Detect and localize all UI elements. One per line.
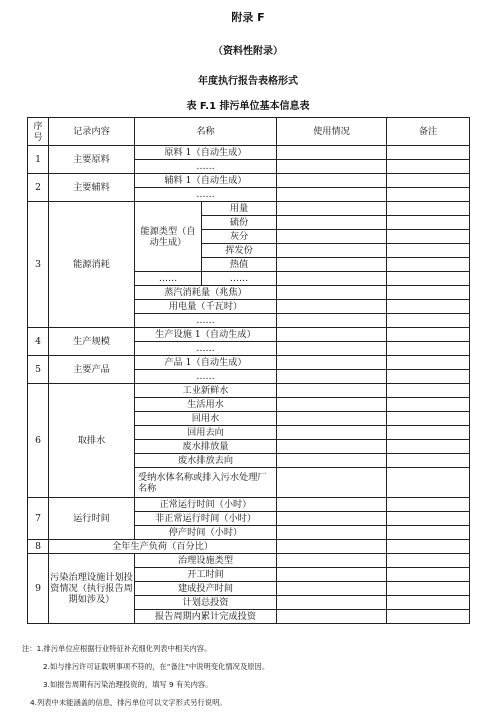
row-number: 6 <box>28 384 49 498</box>
usage-cell <box>277 596 387 610</box>
remark-cell <box>387 328 470 342</box>
remark-cell <box>387 314 470 328</box>
remark-cell <box>387 468 470 498</box>
row-content: 主要原料 <box>49 146 135 174</box>
name-cell: 计划总投资 <box>135 596 277 610</box>
table-row <box>28 540 470 554</box>
table-row <box>28 174 470 188</box>
row-number: 1 <box>28 146 49 174</box>
name-cell: …… <box>135 160 277 174</box>
usage-cell <box>277 286 387 300</box>
name-cell: 报告周期内累计完成投资 <box>135 610 277 624</box>
name-cell: 停产时间（小时） <box>135 526 277 540</box>
name-cell: 用电量（千瓦时） <box>135 300 277 314</box>
name-cell: 建成投产时间 <box>135 582 277 596</box>
remark-cell <box>387 188 470 202</box>
appendix-nature: （资料性附录） <box>213 46 283 57</box>
usage-cell <box>277 454 387 468</box>
name-cell: 工业新鲜水 <box>135 384 277 398</box>
energy-item-cell: 硫份 <box>202 216 277 230</box>
remark-cell <box>387 258 470 272</box>
table-row <box>28 202 470 216</box>
remark-cell <box>387 370 470 384</box>
usage-cell <box>277 202 387 216</box>
name-cell: 废水排放去向 <box>135 454 277 468</box>
usage-cell <box>277 568 387 582</box>
usage-cell <box>277 554 387 568</box>
name-cell: 原料 1（自动生成） <box>135 146 277 160</box>
table-header-row <box>28 118 470 146</box>
usage-cell <box>277 582 387 596</box>
energy-item-cell: 挥发份 <box>202 244 277 258</box>
usage-cell <box>277 610 387 624</box>
remark-cell <box>387 582 470 596</box>
remark-cell <box>387 244 470 258</box>
row-number: 8 <box>28 540 49 554</box>
remark-cell <box>387 356 470 370</box>
usage-cell <box>277 244 387 258</box>
usage-cell <box>277 440 387 454</box>
name-cell: 辅料 1（自动生成） <box>135 174 277 188</box>
usage-cell <box>277 258 387 272</box>
table-row <box>28 554 470 568</box>
usage-cell <box>277 468 387 498</box>
name-cell: …… <box>135 272 202 286</box>
note-4: 4.列表中未能涵盖的信息，排污单位可以文字形式另行说明。 <box>30 698 227 707</box>
table-row <box>28 356 470 370</box>
remark-cell <box>387 398 470 412</box>
energy-item-cell: 灰分 <box>202 230 277 244</box>
remark-cell <box>387 216 470 230</box>
remark-cell <box>387 272 470 286</box>
row-number: 9 <box>28 554 49 624</box>
name-cell: 治理设施类型 <box>135 554 277 568</box>
note-3: 3.如报告周期有污染治理投资的，填写 9 有关内容。 <box>43 680 213 689</box>
table-row <box>28 146 470 160</box>
table-row <box>28 498 470 512</box>
usage-cell <box>277 328 387 342</box>
row-number: 4 <box>28 328 49 356</box>
usage-cell <box>277 498 387 512</box>
usage-cell <box>277 412 387 426</box>
name-cell: 蒸汽消耗量（兆焦） <box>135 286 277 300</box>
row-content: 污染治理设施计划投资情况（执行报告周期如涉及） <box>49 554 135 624</box>
table-caption: 表 F.1 排污单位基本信息表 <box>186 101 310 112</box>
name-cell: …… <box>135 370 277 384</box>
row-content: 主要产品 <box>49 356 135 384</box>
usage-cell <box>277 174 387 188</box>
row-content: 取排水 <box>49 384 135 498</box>
row-number: 5 <box>28 356 49 384</box>
row-content: 主要辅料 <box>49 174 135 202</box>
name-cell: …… <box>135 314 277 328</box>
name-cell: 正常运行时间（小时） <box>135 498 277 512</box>
name-cell: 回用去向 <box>135 426 277 440</box>
usage-cell <box>277 188 387 202</box>
remark-cell <box>387 384 470 398</box>
usage-cell <box>277 272 387 286</box>
energy-item-cell: 用量 <box>202 202 277 216</box>
name-cell: 开工时间 <box>135 568 277 582</box>
row-number: 7 <box>28 498 49 540</box>
usage-cell <box>277 160 387 174</box>
name-cell: 生产设施 1（自动生成） <box>135 328 277 342</box>
name-cell: 受纳水体名称或排入污水处理厂名称 <box>135 468 277 498</box>
remark-cell <box>387 300 470 314</box>
usage-cell <box>277 384 387 398</box>
table-row <box>28 384 470 398</box>
name-cell: 回用水 <box>135 412 277 426</box>
remark-cell <box>387 160 470 174</box>
energy-type-cell: 能源类型（自动生成） <box>135 202 202 272</box>
name-cell: …… <box>135 342 277 356</box>
row-number: 3 <box>28 202 49 328</box>
remark-cell <box>387 512 470 526</box>
remark-cell <box>387 568 470 582</box>
row-content: 生产规模 <box>49 328 135 356</box>
usage-cell <box>277 146 387 160</box>
remark-cell <box>387 286 470 300</box>
col-content-header: 记录内容 <box>49 118 135 146</box>
basic-info-table <box>27 117 470 624</box>
row-number: 2 <box>28 174 49 202</box>
col-seq-header: 序号 <box>28 118 49 146</box>
usage-cell <box>277 300 387 314</box>
remark-cell <box>387 146 470 160</box>
usage-cell <box>277 314 387 328</box>
usage-cell <box>277 398 387 412</box>
usage-cell <box>277 370 387 384</box>
remark-cell <box>387 426 470 440</box>
usage-cell <box>277 216 387 230</box>
col-name-header: 名称 <box>135 118 277 146</box>
name-cell: 产品 1（自动生成） <box>135 356 277 370</box>
note-2: 2.如与排污许可证载明事项不符的，在“备注”中说明变化情况及原因。 <box>43 662 270 671</box>
row-content: 能源消耗 <box>49 202 135 328</box>
remark-cell <box>387 526 470 540</box>
remark-cell <box>387 440 470 454</box>
remark-cell <box>387 554 470 568</box>
usage-cell <box>277 540 387 554</box>
name-cell: 废水排放量 <box>135 440 277 454</box>
remark-cell <box>387 454 470 468</box>
remark-cell <box>387 230 470 244</box>
remark-cell <box>387 540 470 554</box>
remark-cell <box>387 202 470 216</box>
appendix-title: 附录 F <box>231 11 265 24</box>
remark-cell <box>387 610 470 624</box>
table-row <box>28 328 470 342</box>
remark-cell <box>387 498 470 512</box>
usage-cell <box>277 512 387 526</box>
usage-cell <box>277 342 387 356</box>
col-remark-header: 备注 <box>387 118 470 146</box>
usage-cell <box>277 356 387 370</box>
name-cell: 非正常运行时间（小时） <box>135 512 277 526</box>
usage-cell <box>277 526 387 540</box>
remark-cell <box>387 342 470 356</box>
usage-cell <box>277 426 387 440</box>
remark-cell <box>387 412 470 426</box>
name-cell: …… <box>202 272 277 286</box>
note-1: 注：1.排污单位应根据行业特征补充细化列表中相关内容。 <box>22 644 212 653</box>
usage-cell <box>277 230 387 244</box>
row-content: 全年生产负荷（百分比） <box>49 540 277 554</box>
row-content: 运行时间 <box>49 498 135 540</box>
col-usage-header: 使用情况 <box>277 118 387 146</box>
energy-item-cell: 热值 <box>202 258 277 272</box>
name-cell: 生活用水 <box>135 398 277 412</box>
remark-cell <box>387 174 470 188</box>
name-cell: …… <box>135 188 277 202</box>
remark-cell <box>387 596 470 610</box>
report-form-title: 年度执行报告表格形式 <box>198 76 298 87</box>
